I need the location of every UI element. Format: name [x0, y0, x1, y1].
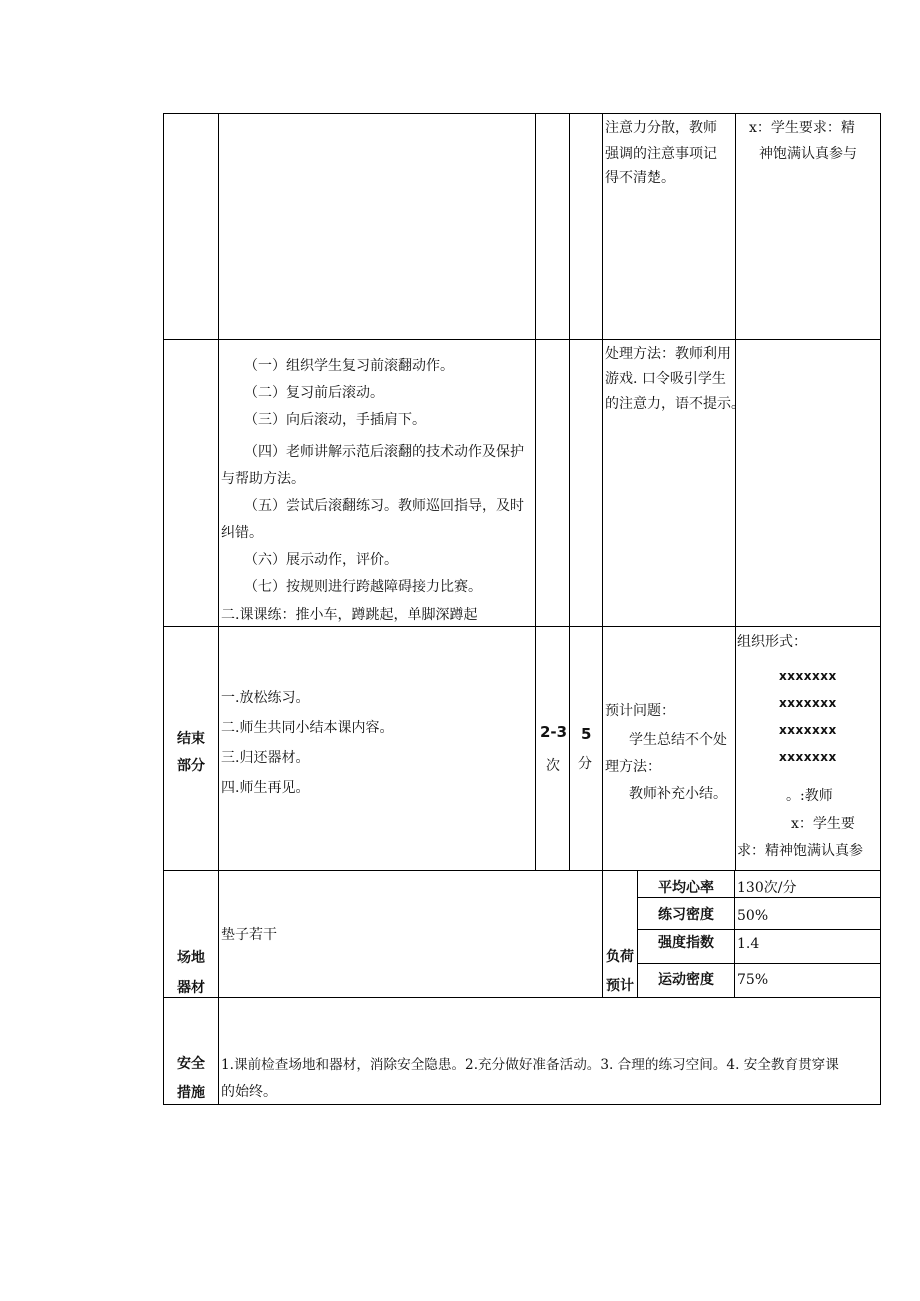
- content-line: 与帮助方法。: [221, 471, 305, 487]
- rule: [734, 870, 735, 998]
- problem-line: 学生总结不个处: [629, 732, 727, 748]
- content-line: （一）组织学生复习前滚翻动作。: [244, 358, 454, 374]
- ending-line: 一.放松练习。: [221, 690, 310, 706]
- rule: [735, 113, 736, 871]
- formation-row: xxxxxxx: [779, 723, 837, 737]
- content-line: （二）复习前后滚动。: [244, 385, 384, 401]
- metric-value: 1.4: [737, 936, 760, 952]
- metric-value: 75%: [737, 972, 769, 988]
- rule: [637, 897, 881, 898]
- rule: [163, 870, 881, 871]
- duration-unit: 分: [578, 756, 592, 772]
- rule: [163, 626, 881, 627]
- content-line: （五）尝试后滚翻练习。教师巡回指导，及时: [244, 498, 524, 514]
- section-label: 部分: [177, 758, 205, 774]
- formation-row: xxxxxxx: [779, 750, 837, 764]
- content-line: （四）老师讲解示范后滚翻的技术动作及保护: [244, 444, 524, 460]
- metric-name: 强度指数: [658, 935, 714, 951]
- metric-name: 平均心率: [658, 880, 714, 896]
- rule: [218, 113, 219, 1105]
- problem-line: 注意力分散，教师: [605, 120, 717, 136]
- load-label: 预计: [606, 978, 634, 994]
- safety-label: 措施: [177, 1085, 205, 1101]
- section-label: 结束: [177, 731, 205, 747]
- venue-label: 器材: [177, 980, 205, 996]
- requirement-line: x：学生要求：精: [749, 120, 855, 136]
- rule: [163, 339, 881, 340]
- venue-label: 场地: [177, 950, 205, 966]
- requirement-line: 神饱满认真参与: [759, 146, 857, 162]
- teacher-legend: 。:教师: [786, 788, 833, 804]
- rule: [602, 113, 603, 998]
- formation-row: xxxxxxx: [779, 669, 837, 683]
- rule: [163, 1104, 881, 1105]
- ending-line: 二.师生共同小结本课内容。: [221, 720, 394, 736]
- problem-line: 理方法：: [605, 759, 661, 775]
- content-line: 纠错。: [221, 525, 263, 541]
- content-line: 二.课课练：推小车，蹲跳起，单脚深蹲起: [221, 607, 478, 623]
- safety-label: 安全: [177, 1056, 205, 1072]
- student-requirement: 求：精神饱满认真参: [737, 843, 863, 859]
- repetition-count: 2-3: [540, 723, 568, 741]
- solution-line: 处理方法：教师利用: [605, 346, 731, 362]
- problem-line: 强调的注意事项记: [605, 146, 717, 162]
- venue-content: 垫子若干: [221, 927, 277, 943]
- rule: [535, 113, 536, 871]
- content-line: （六）展示动作，评价。: [244, 552, 398, 568]
- rule: [163, 113, 164, 1105]
- content-line: （三）向后滚动，手插肩下。: [244, 412, 426, 428]
- rule: [637, 963, 881, 964]
- problem-line: 教师补充小结。: [629, 786, 727, 802]
- metric-name: 练习密度: [658, 907, 714, 923]
- ending-line: 四.师生再见。: [221, 780, 310, 796]
- rule: [163, 997, 881, 998]
- rule: [163, 113, 881, 114]
- solution-line: 的注意力，语不提示。: [605, 396, 745, 412]
- formation-row: xxxxxxx: [779, 696, 837, 710]
- rule: [880, 113, 881, 1105]
- solution-line: 游戏. 口令吸引学生: [605, 371, 726, 387]
- rule: [569, 113, 570, 871]
- content-line: （七）按规则进行跨越障碍接力比赛。: [244, 579, 482, 595]
- metric-value: 50%: [737, 908, 769, 924]
- repetition-unit: 次: [546, 758, 560, 774]
- organization-title: 组织形式：: [737, 634, 807, 650]
- ending-line: 三.归还器材。: [221, 750, 310, 766]
- rule: [637, 929, 881, 930]
- safety-line: 1.课前检查场地和器材，消除安全隐患。2.充分做好准备活动。3. 合理的练习空间。4. 安全教育贯穿课: [221, 1057, 839, 1073]
- problem-line: 得不清楚。: [605, 170, 675, 186]
- problem-line: 预计问题：: [605, 703, 675, 719]
- metric-value: 130次/分: [737, 880, 797, 896]
- load-label: 负荷: [606, 949, 634, 965]
- metric-name: 运动密度: [658, 972, 714, 988]
- safety-line: 的始终。: [221, 1084, 277, 1100]
- rule: [637, 870, 638, 998]
- duration-value: 5: [581, 725, 592, 743]
- student-requirement: x：学生要: [791, 816, 855, 832]
